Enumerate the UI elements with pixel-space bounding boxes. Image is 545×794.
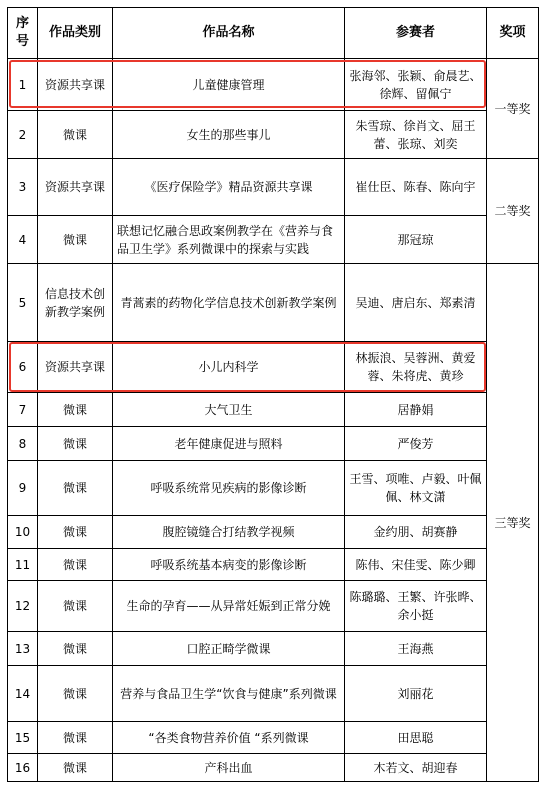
table-row: [8, 264, 539, 342]
row-title: 生命的孕育——从异常妊娠到正常分娩: [113, 581, 345, 632]
row-participants: 那冠琼: [345, 216, 487, 264]
table-row: [8, 342, 539, 393]
row-index: 12: [8, 581, 38, 632]
row-index: 14: [8, 666, 38, 722]
row-index: 3: [8, 159, 38, 216]
row-title: 呼吸系统常见疾病的影像诊断: [113, 461, 345, 516]
row-index: 4: [8, 216, 38, 264]
awards-table: [7, 7, 539, 782]
row-index: 11: [8, 549, 38, 581]
table-row: [8, 461, 539, 516]
row-participants: 林振浪、吴蓉洲、黄爱蓉、朱将虎、黄珍: [345, 342, 487, 393]
row-index: 8: [8, 427, 38, 461]
row-title: 呼吸系统基本病变的影像诊断: [113, 549, 345, 581]
row-participants: 崔仕臣、陈春、陈向宇: [345, 159, 487, 216]
row-index: 16: [8, 754, 38, 782]
header-title: 作品名称: [113, 8, 345, 59]
row-category: 资源共享课: [38, 342, 113, 393]
table-row: [8, 581, 539, 632]
table-row: [8, 111, 539, 159]
award-first: 一等奖: [487, 59, 539, 159]
row-participants: 吴迪、唐启东、郑素清: [345, 264, 487, 342]
header-category: 作品类别: [38, 8, 113, 59]
row-category: 微课: [38, 393, 113, 427]
row-participants: 刘丽花: [345, 666, 487, 722]
row-title: 儿童健康管理: [113, 59, 345, 111]
row-category: 微课: [38, 581, 113, 632]
table-row: [8, 393, 539, 427]
row-participants: 严俊芳: [345, 427, 487, 461]
row-title: 口腔正畸学微课: [113, 632, 345, 666]
row-title: 产科出血: [113, 754, 345, 782]
row-index: 5: [8, 264, 38, 342]
row-title: 《医疗保险学》精品资源共享课: [113, 159, 345, 216]
row-category: 微课: [38, 427, 113, 461]
row-participants: 陈璐璐、王繁、许张晔、余小挺: [345, 581, 487, 632]
row-title: 腹腔镜缝合打结教学视频: [113, 516, 345, 549]
row-participants: 陈伟、宋佳雯、陈少卿: [345, 549, 487, 581]
row-category: 微课: [38, 461, 113, 516]
table-row: [8, 427, 539, 461]
row-category: 微课: [38, 754, 113, 782]
award-third: 三等奖: [487, 264, 539, 782]
table-row: [8, 722, 539, 754]
row-category: 微课: [38, 516, 113, 549]
table-row: [8, 754, 539, 782]
row-category: 资源共享课: [38, 59, 113, 111]
table-row: [8, 666, 539, 722]
row-category: 微课: [38, 549, 113, 581]
row-category: 信息技术创新教学案例: [38, 264, 113, 342]
row-index: 9: [8, 461, 38, 516]
table-row: [8, 159, 539, 216]
row-index: 10: [8, 516, 38, 549]
header-row: [8, 8, 539, 59]
row-participants: 王雪、项唯、卢毅、叶佩佩、林文潇: [345, 461, 487, 516]
header-index: 序号: [8, 8, 38, 59]
row-index: 7: [8, 393, 38, 427]
row-category: 微课: [38, 666, 113, 722]
row-title: 小儿内科学: [113, 342, 345, 393]
row-category: 微课: [38, 632, 113, 666]
table-row: [8, 59, 539, 111]
row-title: 联想记忆融合思政案例教学在《营养与食品卫生学》系列微课中的探索与实践: [113, 216, 345, 264]
table-row: [8, 549, 539, 581]
table-row: [8, 516, 539, 549]
row-title: 大气卫生: [113, 393, 345, 427]
row-index: 15: [8, 722, 38, 754]
row-participants: 金约朋、胡赛静: [345, 516, 487, 549]
row-participants: 木若文、胡迎春: [345, 754, 487, 782]
header-participants: 参赛者: [345, 8, 487, 59]
row-title: “各类食物营养价值 “系列微课: [113, 722, 345, 754]
row-index: 2: [8, 111, 38, 159]
header-award: 奖项: [487, 8, 539, 59]
row-category: 资源共享课: [38, 159, 113, 216]
row-title: 女生的那些事儿: [113, 111, 345, 159]
row-participants: 田思聪: [345, 722, 487, 754]
award-second: 二等奖: [487, 159, 539, 264]
row-participants: 居静娟: [345, 393, 487, 427]
row-participants: 王海燕: [345, 632, 487, 666]
row-participants: 朱雪琼、徐肖文、屈王蕾、张琼、刘奕: [345, 111, 487, 159]
row-index: 1: [8, 59, 38, 111]
row-title: 营养与食品卫生学“饮食与健康”系列微课: [113, 666, 345, 722]
table-row: [8, 632, 539, 666]
row-category: 微课: [38, 722, 113, 754]
row-title: 老年健康促进与照料: [113, 427, 345, 461]
row-category: 微课: [38, 111, 113, 159]
row-index: 6: [8, 342, 38, 393]
row-category: 微课: [38, 216, 113, 264]
row-index: 13: [8, 632, 38, 666]
row-participants: 张海邻、张颖、俞晨艺、徐辉、留佩宁: [345, 59, 487, 111]
row-title: 青蒿素的药物化学信息技术创新教学案例: [113, 264, 345, 342]
table-row: [8, 216, 539, 264]
